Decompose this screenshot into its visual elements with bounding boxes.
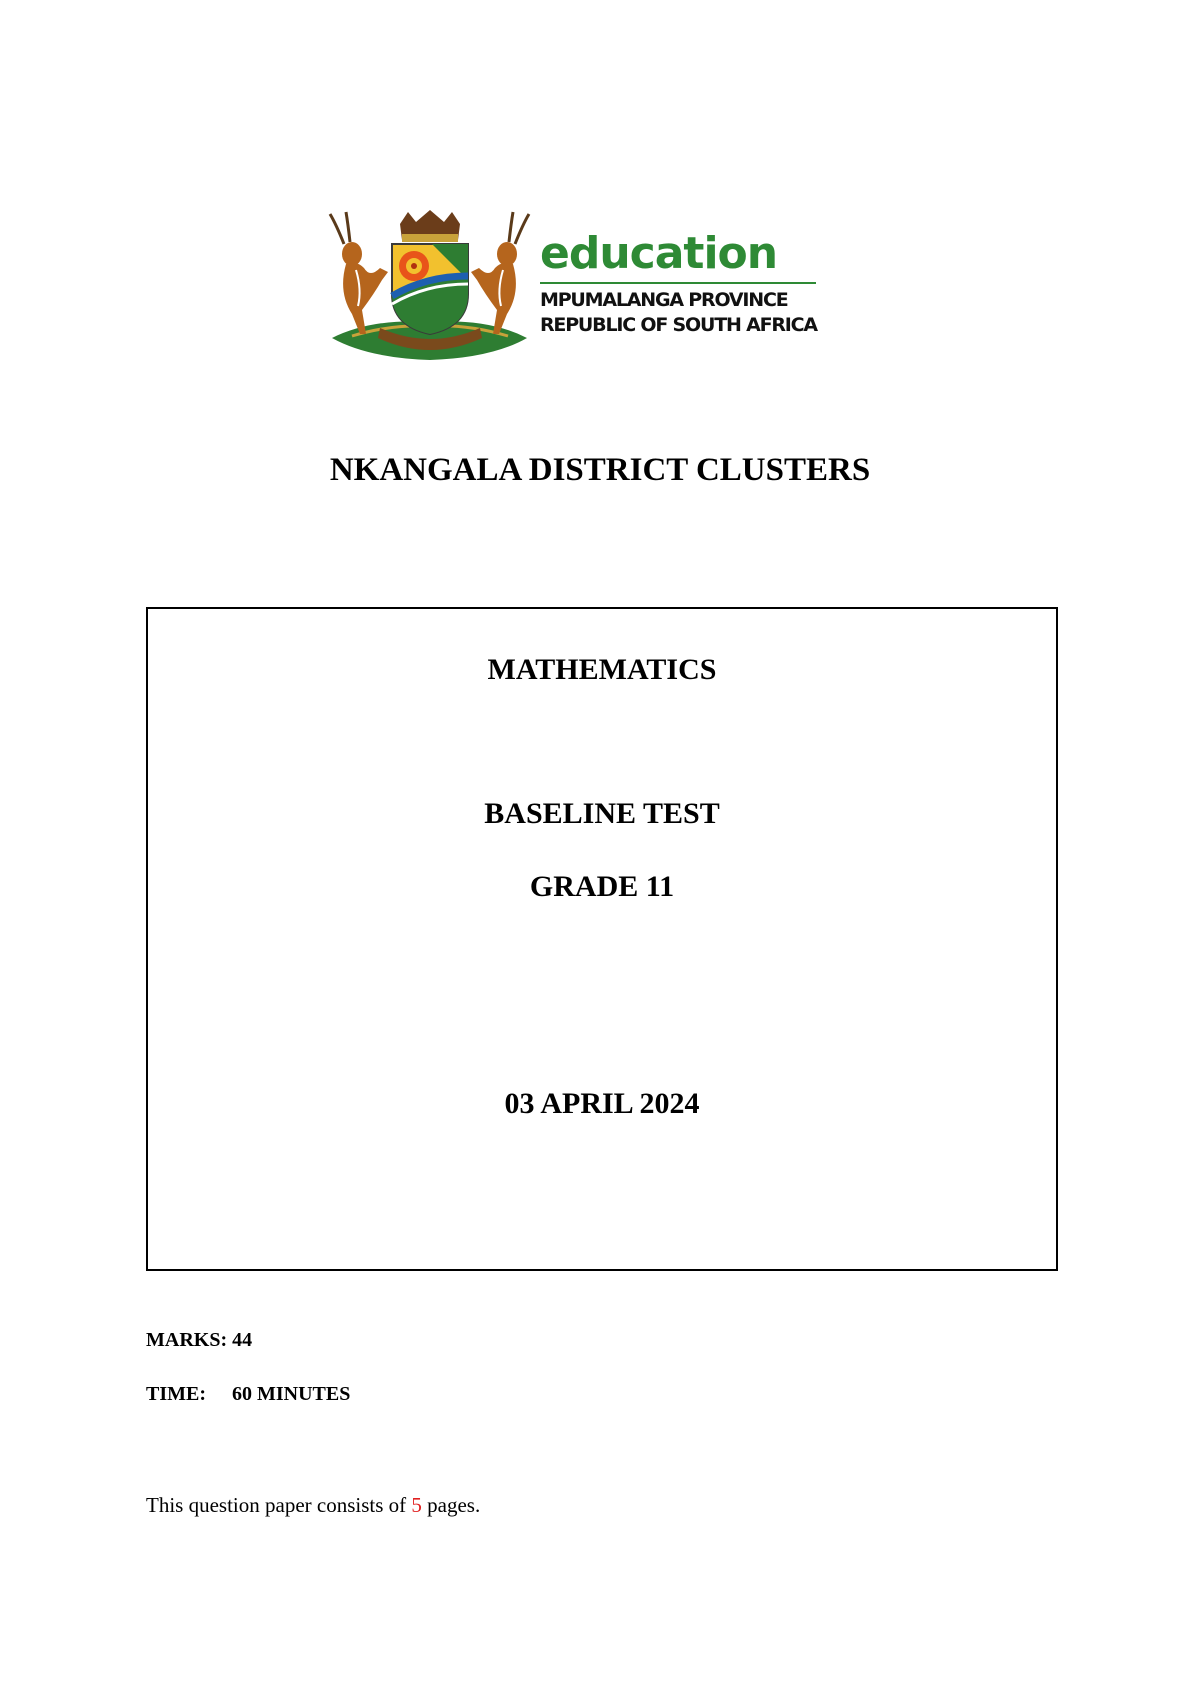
page-count-number: 5 — [411, 1493, 422, 1517]
test-date: 03 APRIL 2024 — [504, 1087, 700, 1120]
page-count-prefix: This question paper consists of — [146, 1493, 412, 1517]
department-wordmark — [540, 228, 822, 338]
title-box — [146, 607, 1058, 1271]
subject-title: MATHEMATICS — [487, 653, 717, 686]
test-title: BASELINE TEST — [484, 797, 720, 830]
grade-title: GRADE 11 — [529, 870, 675, 903]
logo-country-line: REPUBLIC OF SOUTH AFRICA — [540, 314, 817, 336]
time-line — [146, 1383, 350, 1406]
time-label: TIME: — [146, 1383, 206, 1405]
page-count-note — [146, 1493, 480, 1518]
coat-of-arms-icon — [322, 210, 537, 370]
logo-education-word: education — [540, 228, 778, 279]
department-logo — [322, 210, 822, 370]
time-value: 60 MINUTES — [232, 1383, 351, 1405]
district-heading: NKANGALA DISTRICT CLUSTERS — [329, 452, 871, 488]
page-count-suffix: pages. — [421, 1493, 481, 1517]
logo-divider — [540, 282, 816, 284]
marks-line: MARKS: 44 — [146, 1329, 253, 1351]
logo-province-line: MPUMALANGA PROVINCE — [540, 289, 788, 311]
